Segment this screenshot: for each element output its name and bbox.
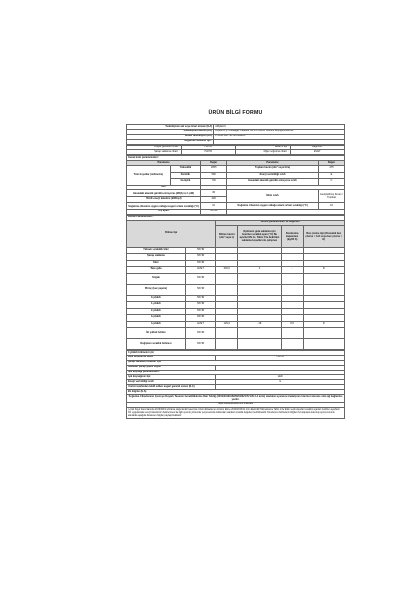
light-type-value: LED [216,375,345,380]
light-class-label: Enerji verimliliği sınıfı [127,380,216,385]
compartment-temp: -18 [238,321,282,328]
compartment-volume [216,328,238,339]
general-table [126,155,345,215]
compartment-defrost [303,273,344,284]
type-table [126,145,345,156]
supplier-label: Tedarikçinin adresi (İLA) [127,129,214,134]
compartment-name: Pirinç (buz yapımı) [127,284,186,295]
compartment-defrost [303,328,344,339]
annual-energy-label: YEAK enerji tüketimi (kWh/yıl) [127,196,201,203]
compartment-row [127,339,345,350]
compartment-present: HAYIR [185,247,216,254]
compartment-type-header: Bölme tipi [127,220,216,247]
support-link[interactable]: https://www.arcelik.com.tr/destek [126,403,345,408]
compartment-present: HAYIR [185,315,216,322]
width-label: Genişlik [170,179,201,186]
compartment-capacity [281,284,303,295]
compartment-present: EVET [185,267,216,274]
compartment-present: HAYIR [185,260,216,267]
energy-class-value: E [318,172,344,179]
warranty-label: Üretici tarafından teklif edilen asgari garanti süresi (İLA) [127,385,216,390]
max-temp-label: Soğutma cihazının uygun olduğu azami ortam sıcaklığı (°C) [227,203,319,210]
compartment-name: 0-yıldızlı [127,295,186,302]
winter-setting-label: Kış ayarı [127,209,201,214]
extra-table [126,350,345,403]
compartment-name: Soğuk [127,273,186,284]
supplier-table [126,124,345,145]
airborne-noise-label: Havadaki akustik gürültü emisyonu (dB(A) re 1 pW) [127,190,201,197]
compartment-params-header: Bölme parametreleri ve değerleri [216,220,345,225]
min-temp-label: Soğutma cihazının uygun olduğu asgari ortam sıcaklığı (°C) [128,204,199,208]
other-device-value: EVET [290,150,345,155]
wine-device-label: Şarap saklama cihazı : [127,150,182,155]
compartment-temp [238,273,282,284]
compartment-present: HAYIR [185,273,216,284]
dimensions-label: Tüm boyutlar (milimetre) [127,166,171,186]
footnote: (+) Ek Kayıt Kanunlarında 2019/2019 sıfırlama değerlendirmelerinde Ürünü Etiketlenen ürünün Ekine 2019/2016/11 ürün Elektrikli Talimatname Tablo 1'de Etkin seçili standart sıcaklık ayarları belirtilen ayarların %1 uygulamalar enerji tüketiminin belirlenmesi ile ilgili uyumlu yöntemler çerçevesinde kullanılan standart sıcaklık değerleri belirtilmelidir. Dondurucu bölmelerin bilgileri İLA kapsamında olup ayrıca zorunlu alanlarda aşağıda listelenen bilgiler paylaşılmaktadır. [126,408,345,420]
compartment-row [127,284,345,295]
wine-section-title: Şarap saklama cihazları için [127,360,345,365]
supplier-label: Soğutma cihazının tipi : [127,139,214,144]
wine-bottles-label: Standart şarap şişesi sayısı [127,365,216,370]
compartment-name: Yüksek sıcaklıklı kiler [127,247,186,254]
compartment-present: HAYIR [185,295,216,302]
wine-device-value: HAYIR [181,150,236,155]
design-type-value: Bağımsız [290,145,345,150]
supplier-label: Tedarikçinin adı veya ticari ünvanı (İLA) [127,125,214,130]
compartment-name: İki yıldızlı bölüm [127,328,186,339]
depth-value: 590 [201,172,227,179]
climate-class-label: İklim sınıfı [227,190,319,203]
other-device-label: Diğer soğutma cihazı : [236,150,291,155]
compartment-section-title: Bölme Parametreleri : [127,215,345,220]
supplier-label: Model tanımlayıcı (İLA) [127,134,214,139]
compartment-name: Şarap saklama [127,254,186,261]
energy-class-label: Enerji verimliliği sınıfı [227,172,319,179]
eei-label: EEI [127,185,201,190]
star4-section-title: 4 yıldızlı bölmeler için [127,351,345,356]
wine-row [127,150,345,155]
supplier-value: Arçelik A.Ş. Karaağaç Caddesi No:2-6 34445 Sütlüce Beyoğlu/İstanbul [214,129,345,134]
compartment-defrost: D [303,267,344,274]
low-noise-value: HAYIR [181,145,236,150]
compartment-volume: 346,0 [216,267,238,274]
info-form [126,124,345,419]
fast-freeze-value: HAYIR [216,355,345,360]
defrost-type-header: Buz çözme tipi (Otomatik buz çözme = A-D veya buz çözme = E) [303,225,344,247]
compartment-rows [127,247,345,350]
supplier-value: ARÇELİK [214,125,345,130]
winter-setting-value: HAYIR [201,209,227,214]
light-class-value: G [216,380,345,385]
depth-label: Derinlik [170,172,201,179]
value-header: Değer [201,161,227,166]
compartment-volume [216,273,238,284]
compartment-present: HAYIR [185,302,216,309]
compartment-name: 2-yıldızlı [127,308,186,315]
total-volume-label: Toplam hacim (dm³ veya litre) [227,166,319,173]
param-header: Parametre [127,161,201,166]
noise-class-label: Havadaki akustik gürültü emisyonu sınıfı [227,179,319,186]
compartment-name: 1-yıldızlı [127,302,186,309]
compartment-present: HAYIR [185,339,216,350]
compartment-defrost: D [303,321,344,328]
general-section-title: Genel ürün parametreleri: [127,156,345,161]
setting-header: Optimum gıda saklama için önerilen sıcaklık ayarı (°C) Bu ayarlar EN 1s. Tablo 3'te belirtilen saklama koşulları ile çelişmez [238,225,282,247]
design-type-label: Tasarım tipi : [236,145,291,150]
compartment-name: Kiler [127,260,186,267]
compartment-present: EVET [185,321,216,328]
regulation-notice: Soğutma Cihazlarının Çevreye Duyarlı Tasarım Gerekliliklerine Dair Tebliğ (2019/2019/AB/2020/2021/72 EN 4-4 ürün) maddesi uyarınca imalatçının internet sitesine olan ağ bağlantısı yazılır. [127,394,345,402]
compartment-capacity [281,328,303,339]
compartment-temp [238,284,282,295]
compartment-defrost [303,284,344,295]
compartment-present: HAYIR [185,254,216,261]
freeze-capacity-header: Dondurma kapasitesi (kg/24 h) [281,225,303,247]
compartment-row [127,273,345,284]
volume-header: Bölme hacmi (dm³ veya L) [216,225,238,247]
width-value: 700 [201,179,227,186]
compartment-table [126,215,345,350]
compartment-temp: 4 [238,267,282,274]
extra-info-label: Ek bilgiler (İLA) [127,390,345,395]
compartment-present: HAYIR [185,308,216,315]
compartment-name: 4-yıldızlı [127,321,186,328]
total-volume-value: 475 [318,166,344,173]
compartment-temp [238,339,282,350]
fast-freeze-label: Hızlı dondurma tesisi [127,355,216,360]
compartment-capacity: 8,5 [281,321,303,328]
compartment-capacity: - [281,267,303,274]
compartment-name: Taze gıda [127,267,186,274]
value-header-2: Değer [318,161,344,166]
compartment-present: HAYIR [185,328,216,339]
height-value: 1855 [201,166,227,173]
supplier-value [214,139,345,144]
compartment-temp [238,328,282,339]
noise-class-value: C [318,179,344,186]
climate-class-value: Genişletilmiş Ilıman / Tropikal [318,190,344,203]
compartment-volume [216,339,238,350]
max-temp-value: 43 [318,203,344,210]
min-temp-value: 10 [201,203,227,210]
airborne-noise-value: 36 [201,190,227,197]
param-header-2: Parametre [227,161,319,166]
height-label: Yükseklik [170,166,201,173]
compartment-name: 3-yıldızlı [127,315,186,322]
compartment-name: Değişken sıcaklık bölmesi [127,339,186,350]
compartment-row [127,328,345,339]
compartment-capacity [281,339,303,350]
compartment-present: HAYIR [185,284,216,295]
compartment-capacity [281,273,303,284]
light-section-title: Işık kaynağı parametreleri: [127,370,345,375]
supplier-row [127,139,345,144]
light-type-label: Işık kaynağının tipi [127,375,216,380]
low-noise-label: Düşük gürültülü cihaz : [127,145,182,150]
compartment-volume: 129,0 [216,321,238,328]
page-title: ÜRÜN BİLGİ FORMU [208,110,263,116]
annual-energy-value: 290 [201,196,227,203]
compartment-defrost [303,339,344,350]
compartment-volume [216,284,238,295]
supplier-value: 270652 EB T2PİSOGLEAX [214,134,345,139]
